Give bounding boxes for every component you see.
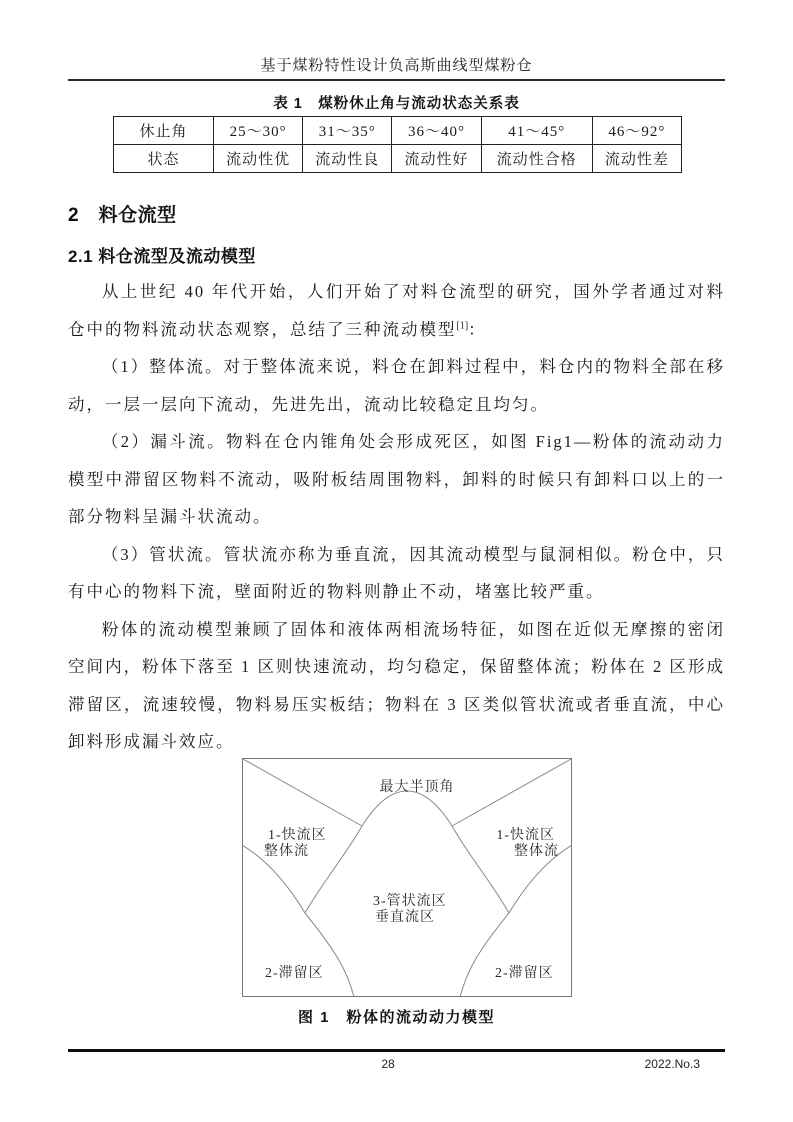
paragraph-funnel-flow: （2）漏斗流。物料在仓内锥角处会形成死区，如图 Fig1—粉体的流动动力模型中滞留区物料不流动，吸附板结周围物料，卸料的时候只有卸料口以上的一部分物料呈漏斗状流动。: [68, 432, 725, 526]
table-1: [113, 116, 682, 173]
paragraph-intro-colon: ：: [468, 319, 487, 339]
table-cell: 36～40°: [392, 117, 481, 145]
paragraph-pipe-flow: （3）管状流。管状流亦称为垂直流，因其流动模型与鼠洞相似。粉仓中，只有中心的物料下流，壁面附近的物料则静止不动，堵塞比较严重。: [68, 544, 725, 601]
table-row: [114, 117, 682, 145]
label-zone3-line2: 垂直流区: [375, 910, 435, 925]
label-max-half-apex-angle: 最大半顶角: [379, 780, 455, 795]
table-cell: 流动性好: [392, 145, 481, 173]
diagonal-line-left: [243, 759, 362, 826]
paragraph-mass-flow: （1）整体流。对于整体流来说，料仓在卸料过程中，料仓内的物料全部在移动，一层一层向下流动，先进先出，流动比较稳定且均匀。: [68, 357, 725, 414]
header-rule: [68, 79, 725, 81]
bell-dome-curve: [362, 791, 452, 826]
footer-rule: [68, 1049, 725, 1052]
table-cell: 25～30°: [214, 117, 303, 145]
table-cell: 流动性合格: [481, 145, 592, 173]
running-head-title: 基于煤粉特性设计负高斯曲线型煤粉仓: [260, 58, 533, 74]
label-zone1-left-line1: 1-快流区: [268, 828, 327, 843]
subsection-heading: 2.1 料仓流型及流动模型: [68, 247, 256, 266]
table-cell: 46～92°: [592, 117, 681, 145]
footer-page-number: 28: [381, 1057, 395, 1071]
flow-model-diagram: [242, 758, 572, 997]
table-cell: 流动性差: [592, 145, 681, 173]
figure-1-caption: 图 1 粉体的流动动力模型: [297, 1009, 495, 1026]
label-zone2-left: 2-滞留区: [265, 966, 324, 981]
table-row: [114, 145, 682, 173]
diagonal-line-right: [452, 759, 571, 826]
bell-base-right: [460, 913, 509, 997]
paragraph-intro-text: 从上世纪 40 年代开始，人们开始了对料仓流型的研究，国外学者通过对料仓中的物料流动状态观察，总结了三种流动模型: [68, 282, 725, 339]
body-text: [68, 273, 725, 761]
table-cell-state-label: 状态: [114, 145, 214, 173]
label-zone1-right-line1: 1-快流区: [496, 828, 555, 843]
table-cell: 41～45°: [481, 117, 592, 145]
table-cell-repose-angle-label: 休止角: [114, 117, 214, 145]
paragraph-intro: [68, 273, 725, 348]
label-zone2-right: 2-滞留区: [495, 966, 554, 981]
table-cell: 流动性良: [303, 145, 392, 173]
figure-1-diagram: [242, 758, 572, 997]
table-1-caption: 表 1 煤粉休止角与流动状态关系表: [273, 96, 520, 112]
label-zone3-line1: 3-管状流区: [373, 894, 447, 909]
citation-ref-1: [1]: [456, 320, 469, 331]
table-cell: 31～35°: [303, 117, 392, 145]
bell-base-left: [305, 913, 354, 997]
label-zone1-left-line2: 整体流: [264, 844, 309, 859]
table-cell: 流动性优: [214, 145, 303, 173]
section-heading: 2 料仓流型: [68, 205, 177, 226]
paragraph-flow-model: 粉体的流动模型兼顾了固体和液体两相流场特征，如图在近似无摩擦的密闭空间内，粉体下落至 1 区则快速流动，均匀稳定，保留整体流；粉体在 2 区形成滞留区，流速较慢，物料易压实板结；物料在 3 区类似管状流或者垂直流，中心卸料形成漏斗效应。: [68, 619, 725, 751]
label-zone1-right-line2: 整体流: [514, 844, 559, 859]
footer-issue-label: 2022.No.3: [644, 1057, 700, 1071]
